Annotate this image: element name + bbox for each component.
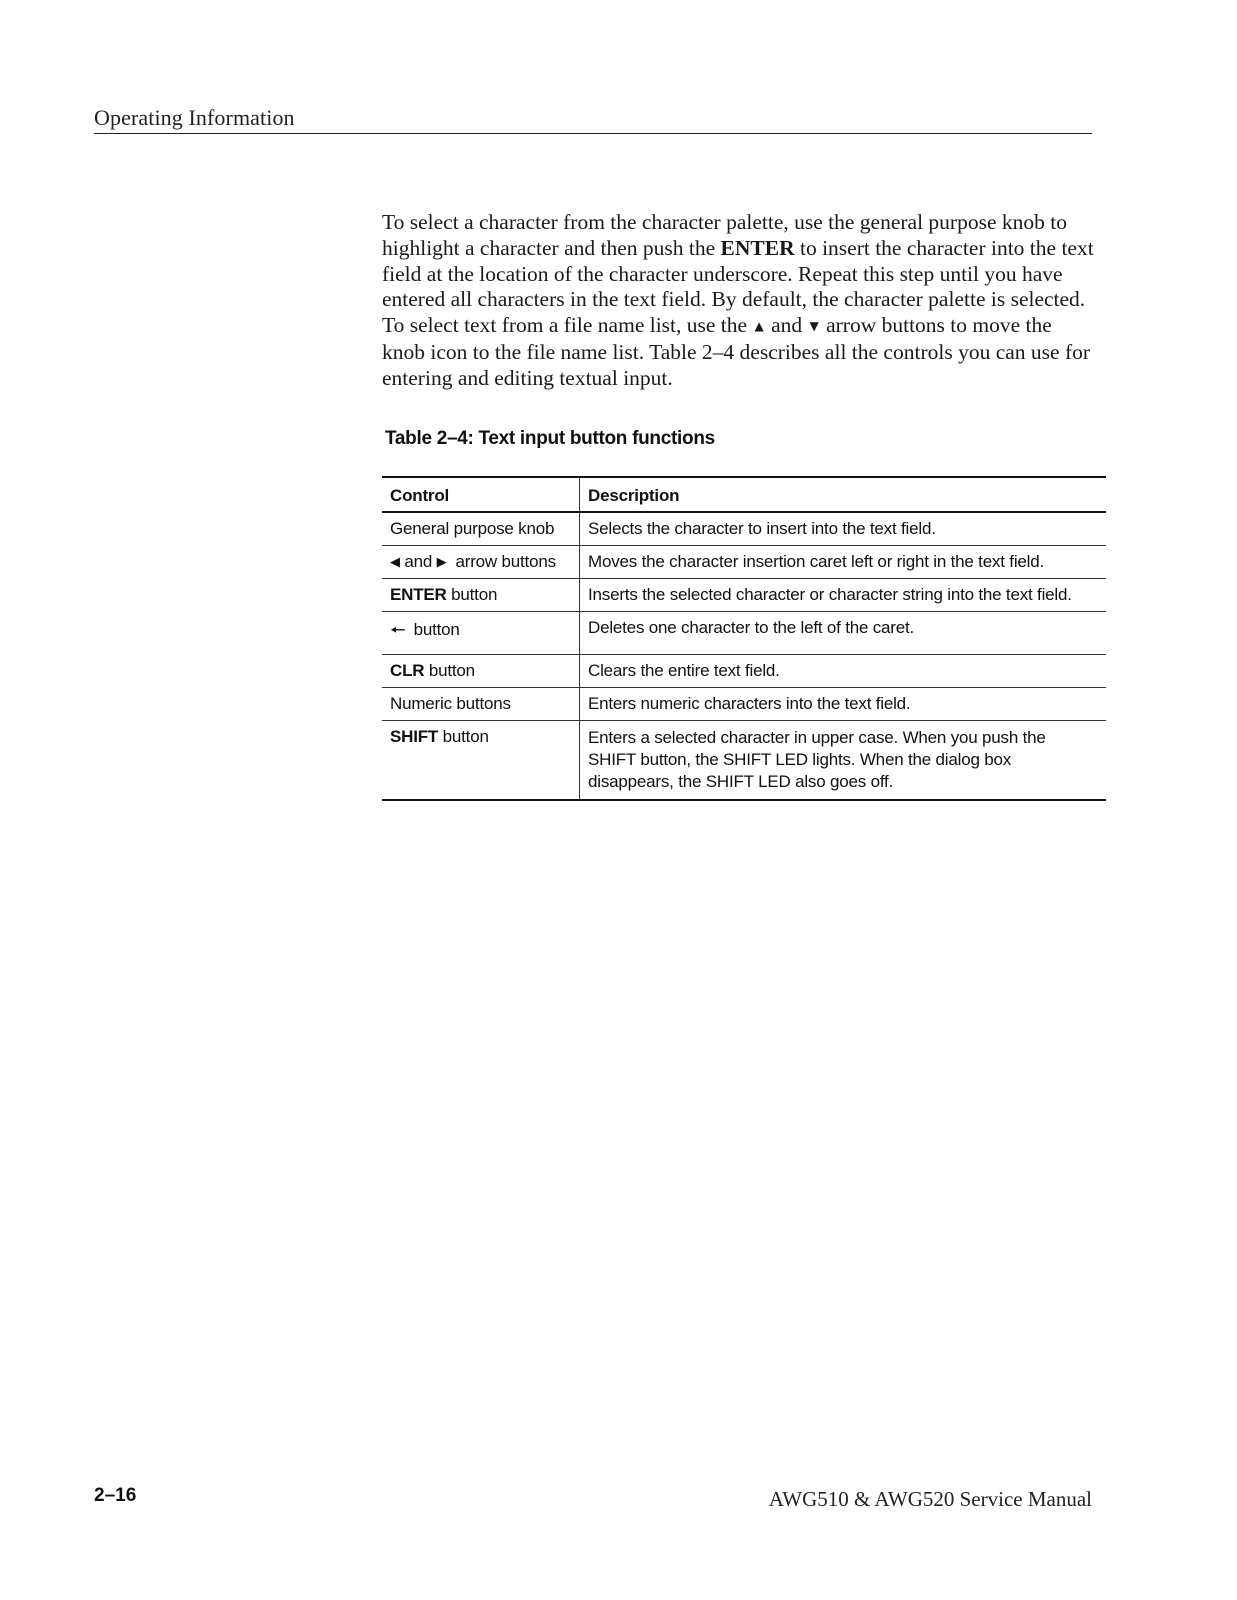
section-title: Operating Information: [94, 105, 295, 130]
table-row: [382, 579, 1106, 612]
intro-part-1: To select a character from the character palette, use the general purpose knob to highlight a character and then push the: [382, 210, 1067, 260]
control-suffix: button: [424, 661, 475, 680]
description-cell: [580, 721, 1107, 801]
manual-title: AWG510 & AWG520 Service Manual: [768, 1487, 1092, 1511]
description-cell: Moves the character insertion caret left or right in the text field.: [580, 546, 1107, 579]
up-arrow-icon: ▲: [754, 319, 764, 334]
table-row: [382, 688, 1106, 721]
intro-and: and: [765, 313, 808, 338]
description-cell: Clears the entire text field.: [580, 655, 1107, 688]
control-cell: [382, 721, 580, 801]
control-cell: [382, 546, 580, 579]
header-description: Description: [580, 477, 1107, 512]
control-bold: ENTER: [390, 585, 447, 604]
backspace-arrow-icon: 🠔: [390, 620, 406, 641]
control-cell: General purpose knob: [382, 512, 580, 546]
control-suffix: button: [438, 727, 489, 746]
enter-keyword: ENTER: [720, 235, 795, 260]
down-arrow-icon: ▼: [809, 319, 819, 334]
table-row: [382, 546, 1106, 579]
control-bold: SHIFT: [390, 727, 439, 746]
control-suffix: button: [413, 620, 460, 639]
control-suffix: arrow buttons: [455, 552, 556, 571]
table-row: [382, 612, 1106, 655]
control-and: and: [399, 552, 437, 571]
intro-part-3: arrow buttons to move the knob icon to the file name list. Table 2–4 describes all the controls you can use for entering and editing textual input.: [382, 313, 1091, 390]
description-cell: Deletes one character to the left of the caret.: [580, 612, 1107, 655]
intro-paragraph: [382, 210, 1094, 392]
control-suffix: button: [446, 585, 498, 604]
text-input-functions-table: [382, 476, 1106, 801]
control-cell: [382, 655, 580, 688]
table-row: [382, 655, 1106, 688]
description-line: Enters a selected character in upper case. When you push the: [588, 728, 1046, 747]
control-cell: [382, 612, 580, 655]
description-cell: Enters numeric characters into the text field.: [580, 688, 1107, 721]
left-arrow-icon: ◀: [390, 555, 400, 570]
control-cell: Numeric buttons: [382, 688, 580, 721]
control-bold: CLR: [390, 661, 425, 680]
intro-part-2: to insert the character into the text field at the location of the character underscore. Repeat this step until you have entered all characters in the text field. By default, the character palette is selected. To select text from a file name list, use the: [382, 235, 1094, 338]
table-row: [382, 512, 1106, 546]
control-cell: [382, 579, 580, 612]
table-header-row: [382, 477, 1106, 512]
header-control: Control: [382, 477, 580, 512]
page-number: 2–16: [94, 1485, 137, 1506]
page-header: [94, 103, 1092, 134]
description-line: SHIFT button, the SHIFT LED lights. When the dialog box: [588, 750, 1012, 769]
description-line: disappears, the SHIFT LED also goes off.: [588, 772, 894, 791]
description-cell: Inserts the selected character or character string into the text field.: [580, 579, 1107, 612]
table-row: [382, 721, 1106, 801]
table-caption: Table 2–4: Text input button functions: [385, 428, 715, 449]
right-arrow-icon: ▶: [436, 555, 447, 570]
description-cell: Selects the character to insert into the text field.: [580, 512, 1107, 546]
